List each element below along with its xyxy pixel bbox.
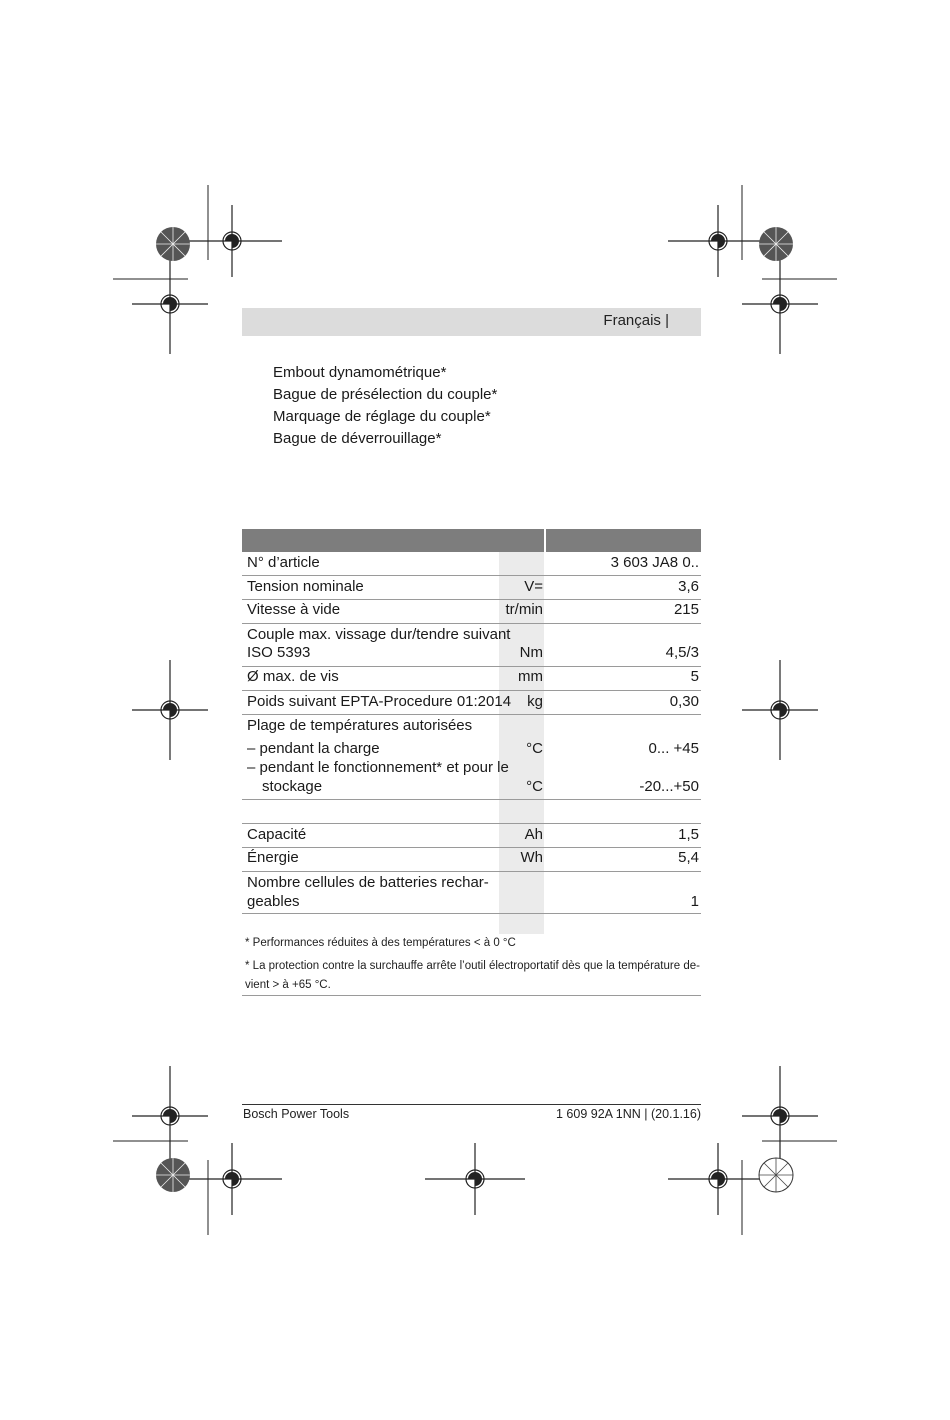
legend-item: Bague de présélection du couple* (273, 386, 498, 403)
legend-item: Embout dynamométrique* (273, 364, 447, 381)
row-label: Plage de températures autorisées (247, 717, 473, 734)
specifications-table (242, 529, 701, 914)
footnote: * Performances réduites à des températures < à 0 °C (245, 937, 516, 949)
footnotes (245, 934, 701, 995)
row-label: Capacité (247, 826, 307, 843)
row-sublabel: – pendant la charge (247, 740, 380, 757)
row-unit: kg (527, 693, 543, 710)
row-label: Nombre cellules de batteries rechar- (247, 874, 489, 891)
row-value: 215 (673, 601, 699, 618)
row-label: Couple max. vissage dur/tendre suivant (247, 626, 511, 643)
footer-brand: Bosch Power Tools (243, 1107, 350, 1121)
table-row-weight (242, 691, 701, 715)
table-header (242, 529, 701, 552)
row-value: 0... +45 (648, 740, 699, 757)
row-sublabel: – pendant le fonctionnement* et pour le (247, 759, 509, 776)
row-label: Tension nominale (247, 578, 364, 595)
row-sublabel: stockage (262, 778, 323, 795)
row-label: Poids suivant EPTA-Procedure 01:2014 (247, 693, 512, 710)
row-label: N° d’article (247, 554, 320, 571)
row-value: -20...+50 (639, 778, 699, 795)
language-label: Français | (603, 312, 669, 329)
footnote: * La protection contre la surchauffe arrête l’outil électroportatif dès que la température de- (245, 960, 700, 972)
footnote: vient > à +65 °C. (245, 979, 331, 991)
table-row-capacity (242, 824, 701, 848)
table-row-spacer (242, 800, 701, 824)
row-value: 3 603 JA8 0.. (610, 554, 699, 571)
table-row-cells (242, 872, 701, 914)
footer-document-code: 1 609 92A 1NN | (20.1.16) (555, 1107, 701, 1121)
table-row-torque (242, 624, 701, 667)
row-value: 1 (690, 893, 699, 910)
table-row-voltage (242, 576, 701, 600)
row-value: 0,30 (669, 693, 699, 710)
row-value: 5 (690, 668, 699, 685)
row-label: geables (247, 893, 300, 910)
footer-divider (242, 1104, 701, 1105)
row-unit: tr/min (505, 601, 543, 618)
table-row-temperature (242, 715, 701, 800)
row-unit: Wh (520, 849, 543, 866)
row-unit: °C (526, 778, 543, 795)
table-row-speed (242, 600, 701, 624)
row-unit: mm (518, 668, 543, 685)
row-label: Ø max. de vis (247, 668, 339, 685)
language-header-band (242, 308, 701, 336)
legend-item: Bague de déverrouillage* (273, 430, 442, 447)
row-unit: Ah (524, 826, 543, 843)
table-row-screw (242, 667, 701, 691)
component-legend (273, 362, 497, 450)
table-row-article (242, 552, 701, 576)
row-label: Énergie (247, 849, 299, 866)
row-value: 5,4 (678, 849, 699, 866)
row-unit: Nm (519, 644, 543, 661)
row-unit: V= (524, 578, 543, 595)
row-value: 3,6 (678, 578, 699, 595)
row-value: 1,5 (678, 826, 699, 843)
row-label: Vitesse à vide (247, 601, 341, 618)
table-row-energy (242, 848, 701, 872)
row-unit: °C (526, 740, 543, 757)
legend-item: Marquage de réglage du couple* (273, 408, 491, 425)
row-value: 4,5/3 (665, 644, 699, 661)
row-label: ISO 5393 (247, 644, 311, 661)
notes-divider (242, 995, 701, 996)
